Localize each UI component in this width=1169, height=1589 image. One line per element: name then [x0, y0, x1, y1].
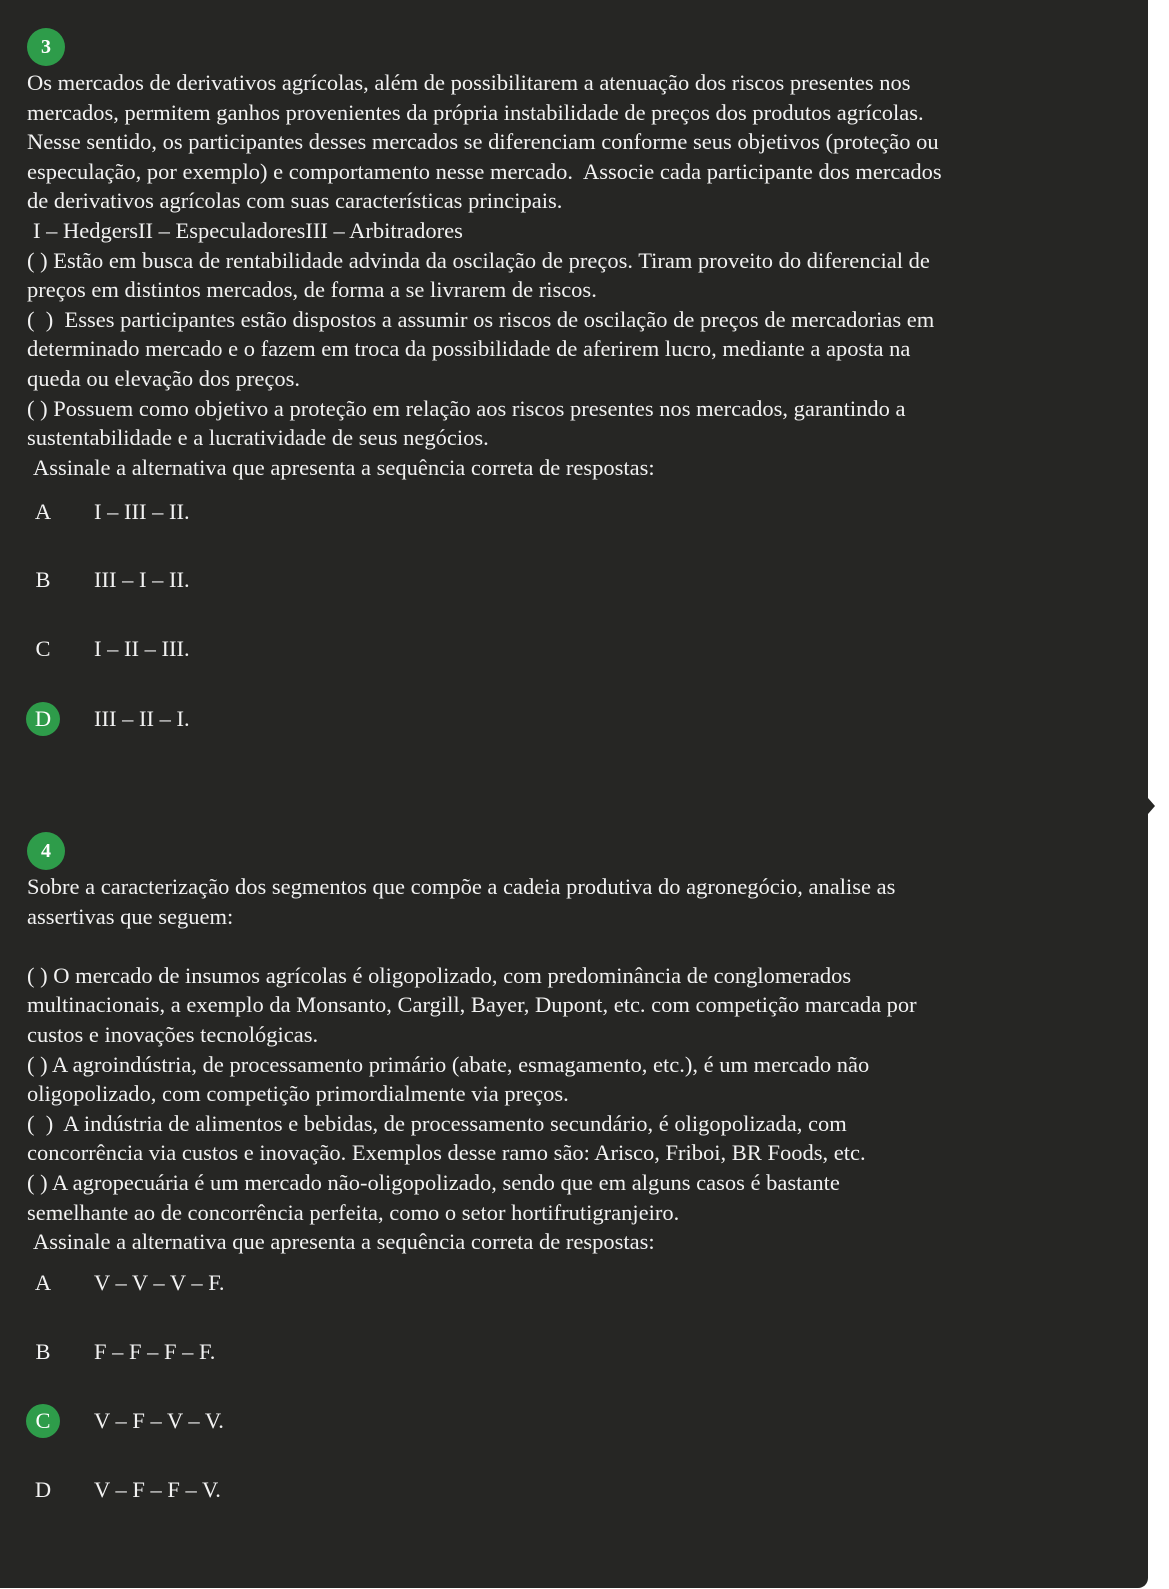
- association-item: ( ) Estão em busca de rentabilidade advinda da oscilação de preços. Tiram proveito do diferencial de: [27, 247, 930, 273]
- question-number-badge: 3: [27, 28, 65, 66]
- question-card-3: [0, 0, 1148, 806]
- question-text-line: especulação, por exemplo) e comportamento nesse mercado. Associe cada participante dos mercados: [27, 158, 942, 184]
- question-number-badge: 4: [27, 832, 65, 870]
- association-item: ( ) Possuem como objetivo a proteção em relação aos riscos presentes nos mercados, garantindo a: [27, 395, 906, 421]
- answer-option-a[interactable]: [26, 495, 626, 529]
- option-text: V – F – V – V.: [94, 1408, 224, 1433]
- question-text-line: determinado mercado e o fazem em troca da possibilidade de aferirem lucro, mediante a aposta na: [27, 336, 911, 362]
- answer-option-d[interactable]: [26, 1473, 626, 1507]
- option-text: I – III – II.: [94, 499, 190, 524]
- question-text-line: sustentabilidade e a lucratividade de seus negócios.: [27, 425, 489, 451]
- assertion-item: ( ) A agroindústria, de processamento primário (abate, esmagamento, etc.), é um mercado não: [27, 1051, 870, 1077]
- participant-list: I – HedgersII – EspeculadoresIII – Arbitradores: [33, 217, 463, 243]
- answer-option-c[interactable]: [26, 632, 626, 666]
- option-letter: B: [35, 567, 51, 592]
- question-text-line: assertivas que seguem:: [27, 903, 234, 929]
- option-text: I – II – III.: [94, 636, 190, 661]
- option-letter: C: [35, 636, 51, 661]
- answer-option-d[interactable]: [26, 702, 626, 736]
- blank-line: [27, 931, 1127, 961]
- option-text: F – F – F – F.: [94, 1339, 216, 1364]
- question-text-line: mercados, permitem ganhos provenientes da própria instabilidade de preços dos produtos agrícolas.: [27, 99, 924, 125]
- assertion-item: ( ) O mercado de insumos agrícolas é oligopolizado, com predominância de conglomerados: [27, 962, 852, 988]
- question-text-line: preços em distintos mercados, de forma a se livrarem de riscos.: [27, 277, 597, 303]
- option-letter: B: [35, 1339, 51, 1364]
- option-text: III – II – I.: [94, 706, 190, 731]
- answer-option-b[interactable]: [26, 1335, 626, 1369]
- question-text-line: Os mercados de derivativos agrícolas, além de possibilitarem a atenuação dos riscos presentes nos: [27, 70, 911, 95]
- instruction-text: Assinale a alternativa que apresenta a sequência correta de respostas:: [33, 1229, 655, 1255]
- answer-option-a[interactable]: [26, 1266, 626, 1300]
- instruction-text: Assinale a alternativa que apresenta a sequência correta de respostas:: [33, 454, 655, 480]
- question-text-line: oligopolizado, com competição primordialmente via preços.: [27, 1081, 569, 1107]
- assertion-item: ( ) A indústria de alimentos e bebidas, de processamento secundário, é oligopolizada, com: [27, 1110, 847, 1136]
- question-text-line: multinacionais, a exemplo da Monsanto, Cargill, Bayer, Dupont, etc. com competição marcada por: [27, 992, 917, 1018]
- question-text-line: Nesse sentido, os participantes desses mercados se diferenciam conforme seus objetivos (proteção ou: [27, 129, 939, 155]
- option-letter-selected: D: [26, 702, 60, 736]
- question-text-line: semelhante ao de concorrência perfeita, como o setor hortifrutigranjeiro.: [27, 1199, 680, 1225]
- question-text-line: Sobre a caracterização dos segmentos que compõe a cadeia produtiva do agronegócio, analise as: [27, 874, 896, 899]
- card-connector-notch: [1148, 798, 1155, 814]
- answer-option-c[interactable]: [26, 1404, 626, 1438]
- association-item: ( ) Esses participantes estão dispostos a assumir os riscos de oscilação de preços de mercadorias em: [27, 306, 935, 332]
- option-text: V – V – V – F.: [94, 1270, 225, 1295]
- question-text: [27, 68, 1127, 482]
- option-text: III – I – II.: [94, 567, 190, 592]
- option-letter-selected: C: [26, 1404, 60, 1438]
- question-text-line: concorrência via custos e inovação. Exemplos desse ramo são: Arisco, Friboi, BR Foods, etc.: [27, 1140, 866, 1166]
- option-letter: D: [34, 1477, 52, 1502]
- assertion-item: ( ) A agropecuária é um mercado não-oligopolizado, sendo que em alguns casos é bastante: [27, 1169, 840, 1195]
- question-text-line: de derivativos agrícolas com suas características principais.: [27, 188, 563, 214]
- answer-option-b[interactable]: [26, 563, 626, 597]
- question-text-line: custos e inovações tecnológicas.: [27, 1021, 319, 1047]
- question-card-4: [0, 806, 1148, 1588]
- option-letter: A: [34, 1270, 52, 1295]
- option-letter: A: [34, 499, 52, 524]
- question-text-line: queda ou elevação dos preços.: [27, 365, 301, 391]
- question-text: [27, 872, 1127, 1257]
- option-text: V – F – F – V.: [94, 1477, 221, 1502]
